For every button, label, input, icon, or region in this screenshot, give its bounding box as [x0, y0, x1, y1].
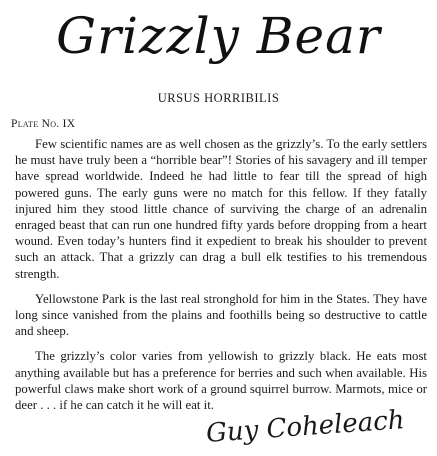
paragraph: Few scientific names are as well chosen as the grizzly’s. To the early settlers he must have truly been a “horrible bear”! Stories of his savagery and ill temper have spread worldwide. Indeed he had little to fear till the spread of high powered guns. The early guns were no match for this fellow. If they fatally injured him they stood little chance of surviving the charge of an adrenalin enraged beast that can run one hundred fifty yards before dropping from a heart wound. Even today’s hunters find it expedient to break his shoulder to prevent such an attack. That a grizzly can drag a bull elk testifies to his tremendous strength. [15, 137, 427, 281]
paragraph: Yellowstone Park is the last real stronghold for him in the States. They have long since vanished from the plains and foothills being so destructive to cattle and sheep. [15, 291, 427, 339]
plate-number: Plate No. IX [11, 118, 76, 130]
scientific-name: URSUS HORRIBILIS [157, 91, 280, 105]
paragraph: The grizzly’s color varies from yellowish to grizzly black. He eats most anything available but has a preference for berries and such when available. His powerful claws make short work of a ground squirrel burrow. Marmots, mice or deer . . . if he can catch it he will eat it. [15, 349, 427, 413]
page-title: Grizzly Bear [56, 7, 381, 65]
artist-signature: Guy Coheleach [205, 405, 406, 449]
body-text [15, 136, 427, 422]
